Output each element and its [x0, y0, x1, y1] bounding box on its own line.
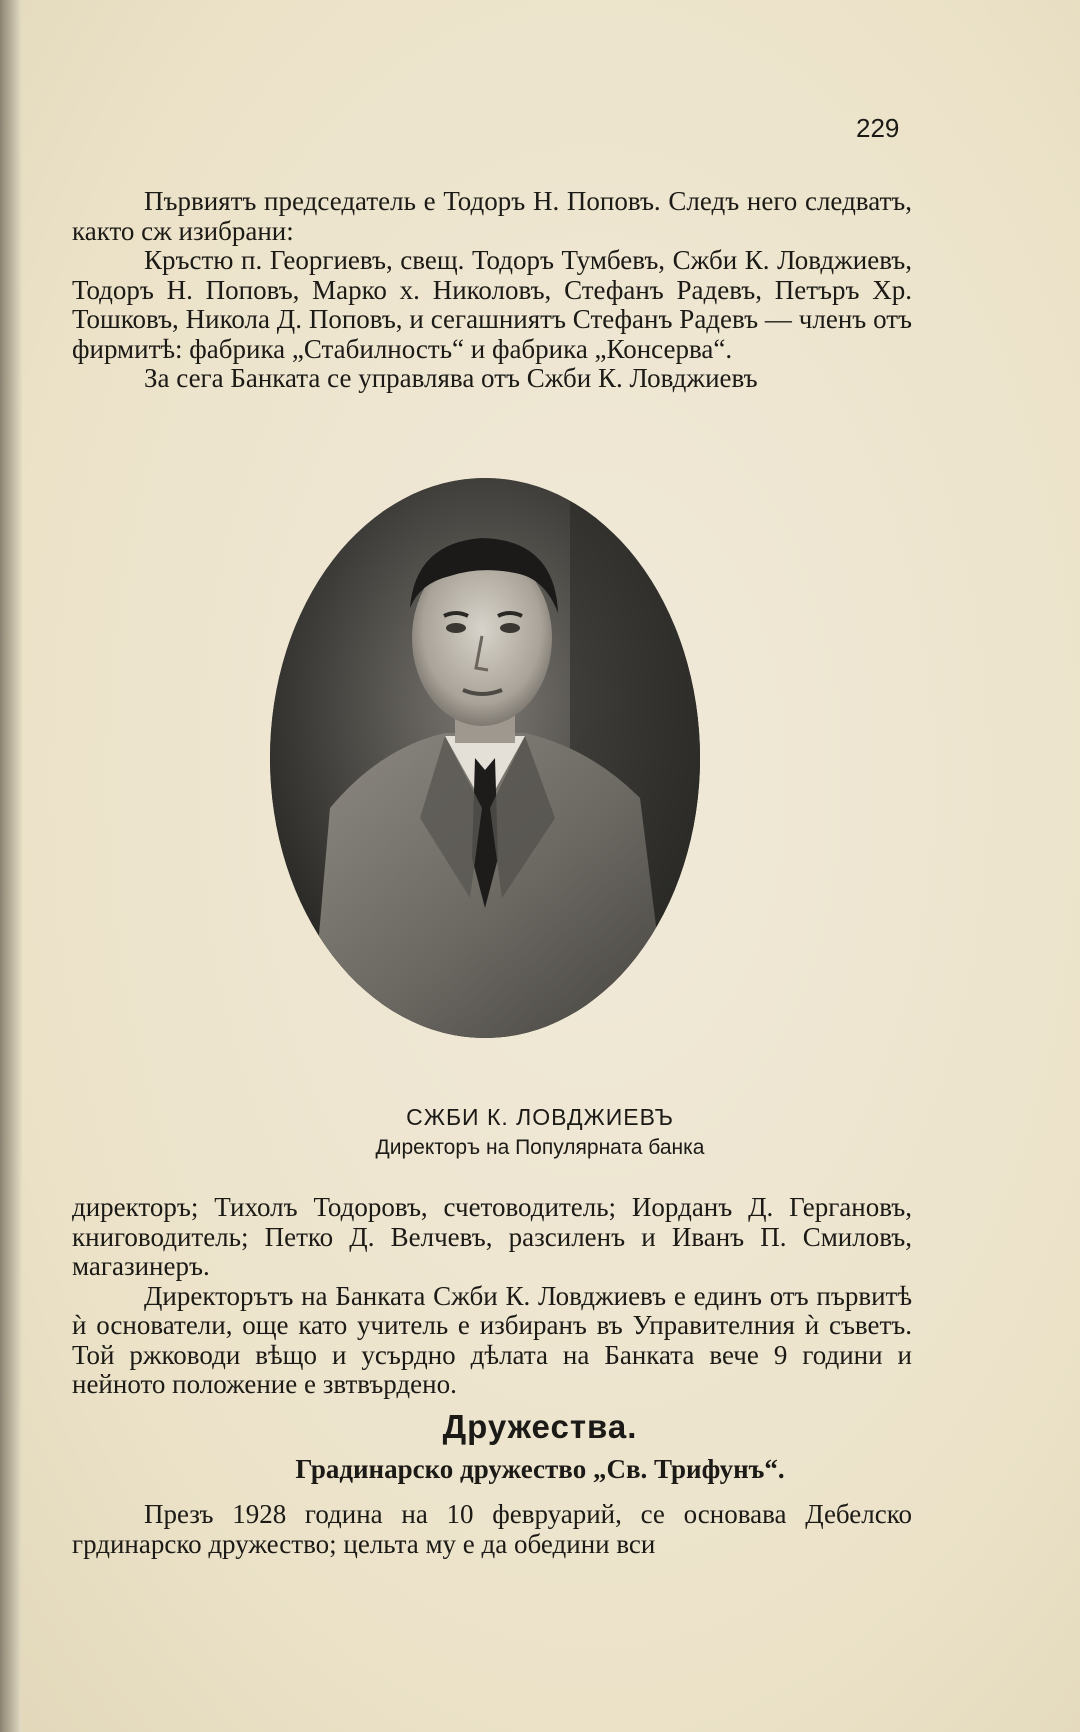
paragraph-director-bio: Директорътъ на Банката Сжби К. Ловджиевъ е единъ отъ първитѣ ѝ основатели, още като учитель е избиранъ въ Управителния ѝ съветъ. Той ржководи вѣщо и усърдно дѣлата на Банката вече 9 години и нейното положение е звтвърдено. — [72, 1280, 912, 1399]
bottom-text-block — [72, 1193, 912, 1400]
paragraph-first-chairman: Първиятъ председатель е Тодоръ Н. Поповъ. Следъ него следватъ, както сж изибрани: — [72, 186, 912, 246]
page-number: 229 — [856, 113, 900, 143]
paragraph-gardeners-society: Презъ 1928 година на 10 февруарий, се основава Дебелско грдинарско дружество; цельта му е да обедини вси — [72, 1499, 912, 1559]
section-title: Дружества. — [442, 1408, 638, 1445]
paragraph-staff-list: директоръ; Тихолъ Тодоровъ, счетоводитель; Иорданъ Д. Гергановъ, книговодитель; Петко Д. Велчевъ, разсиленъ и Иванъ П. Смиловъ, магазинеръ. — [72, 1192, 912, 1281]
subsection-title: Градинарско дружество „Св. Трифунъ“. — [295, 1454, 785, 1484]
top-text-block — [72, 187, 912, 394]
paragraph-bank-management: За сега Банката се управлява отъ Сжби К. Ловджиевъ — [144, 363, 758, 393]
photo-caption-role: Директоръ на Популярната банка — [375, 1136, 705, 1159]
final-text-block — [72, 1500, 912, 1559]
portrait-photo — [270, 478, 700, 1038]
photo-caption-name: СЖБИ К. ЛОВДЖИЕВЪ — [406, 1104, 674, 1130]
paragraph-chairmen-list: Кръстю п. Георгиевъ, свещ. Тодоръ Тумбевъ, Сжби К. Ловджиевъ, Тодоръ Н. Поповъ, Марко х. Николовъ, Стефанъ Радевъ, Петъръ Хр. Тошковъ, Никола Д. Поповъ, и сегашниятъ Стефанъ Радевъ — членъ отъ фирмитѣ: фабрика „Стабилность“ и фабрика „Консерва“. — [72, 245, 912, 364]
